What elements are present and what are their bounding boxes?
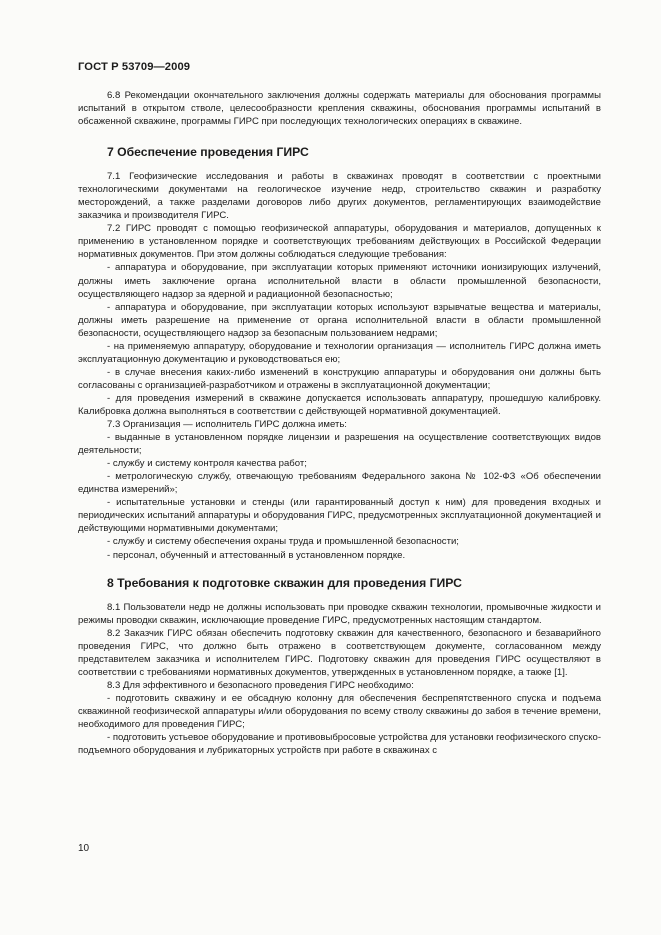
list-item: - аппаратура и оборудование, при эксплуатации которых применяют источники ионизирующих излучений, должны иметь заключение органа исполнительной власти в области промышленной безопасности, осуществляющего надзор за ядерной и радиационной безопасностью; xyxy=(78,262,601,300)
page-number: 10 xyxy=(78,843,90,854)
list-item: - в случае внесения каких-либо изменений в конструкцию аппаратуры и оборудования они должны быть согласованы с организацией-разработчиком и отражены в эксплуатационной документации; xyxy=(78,366,601,391)
paragraph-8-2: 8.2 Заказчик ГИРС обязан обеспечить подготовку скважин для качественного, безопасного и безаварийного проведения ГИРС, что должно быть отражено в соответствующем документе, согласованном между представителем заказчика и исполнителем ГИРС. Подготовку скважин для проведения ГИРС осуществляют в соответствии с требованиями нормативных документов, утвержденных в установленном порядке, а также [1]. xyxy=(78,627,601,678)
document-body xyxy=(78,89,601,757)
section-7-title: 7 Обеспечение проведения ГИРС xyxy=(107,145,309,160)
list-item: - для проведения измерений в скважине допускается использовать аппаратуру, прошедшую калибровку. Калибровка должна выполняться в соответствии с действующей нормативной документацией. xyxy=(78,392,601,417)
list-item: - службу и систему контроля качества работ; xyxy=(107,458,307,470)
paragraph-8-1: 8.1 Пользователи недр не должны использовать при проводке скважин технологии, промывочные жидкости и режимы проводки скважин, исключающие проведение ГИРС, предусмотренных настоящим стандартом. xyxy=(78,601,601,626)
standard-header: ГОСТ Р 53709—2009 xyxy=(78,61,191,73)
paragraph-7-3: 7.3 Организация — исполнитель ГИРС должна иметь: xyxy=(107,419,347,431)
list-item: - метрологическую службу, отвечающую требованиям Федерального закона № 102-ФЗ «Об обеспечении единства измерений»; xyxy=(78,471,601,496)
paragraph-8-3: 8.3 Для эффективного и безопасного проведения ГИРС необходимо: xyxy=(107,679,414,691)
list-item: - аппаратура и оборудование, при эксплуатации которых используют взрывчатые вещества и материалы, должны иметь разрешение на применение от органа исполнительной власти в области промышленной безопасности, осуществляющего надзор за безопасным пользованием недрами; xyxy=(78,301,601,339)
paragraph-7-2: 7.2 ГИРС проводят с помощью геофизической аппаратуры, оборудования и материалов, допущенных к применению в установленном порядке и соответствующих требованиям действующих в Российской Федерации нормативных документов. При этом должны соблюдаться следующие требования: xyxy=(78,223,601,261)
paragraph-6-8: 6.8 Рекомендации окончательного заключения должны содержать материалы для обоснования программы испытаний в открытом стволе, целесообразности крепления скважины, обоснования программы испытаний в обсаженной скважине, программы ГИРС при последующих технологических операциях в скважине. xyxy=(78,90,601,128)
list-item: - подготовить устьевое оборудование и противовыбросовые устройства для установки геофизического спуско-подъемного оборудования и лубрикаторных устройств при работе в скважинах с xyxy=(78,732,601,757)
list-item: - подготовить скважину и ее обсадную колонну для обеспечения беспрепятственного спуска и подъема скважинной геофизической аппаратуры и/или оборудования по всему стволу скважины до забоя в течение времени, необходимого для проведения ГИРС; xyxy=(78,692,601,730)
list-item: - испытательные установки и стенды (или гарантированный доступ к ним) для проведения входных и периодических испытаний аппаратуры и оборудования ГИРС, предусмотренных эксплуатационной документацией и действующими нормативными документами; xyxy=(78,497,601,535)
section-8-title: 8 Требования к подготовке скважин для проведения ГИРС xyxy=(107,575,462,590)
list-item: - на применяемую аппаратуру, оборудование и технологии организация — исполнитель ГИРС должна иметь эксплуатационную документацию и руководствоваться ею; xyxy=(78,340,601,365)
list-item: - персонал, обученный и аттестованный в установленном порядке. xyxy=(107,549,406,561)
list-item: - службу и систему обеспечения охраны труда и промышленной безопасности; xyxy=(107,536,459,548)
list-item: - выданные в установленном порядке лицензии и разрешения на осуществление соответствующих видов деятельности; xyxy=(78,432,601,457)
paragraph-7-1: 7.1 Геофизические исследования и работы в скважинах проводят в соответствии с проектными технологическими документами на геологическое изучение недр, строительство скважин и разработку месторождений, а также разделами договоров либо других документов, регламентирующих взаимодействие заказчика и производителя ГИРС. xyxy=(78,171,601,222)
